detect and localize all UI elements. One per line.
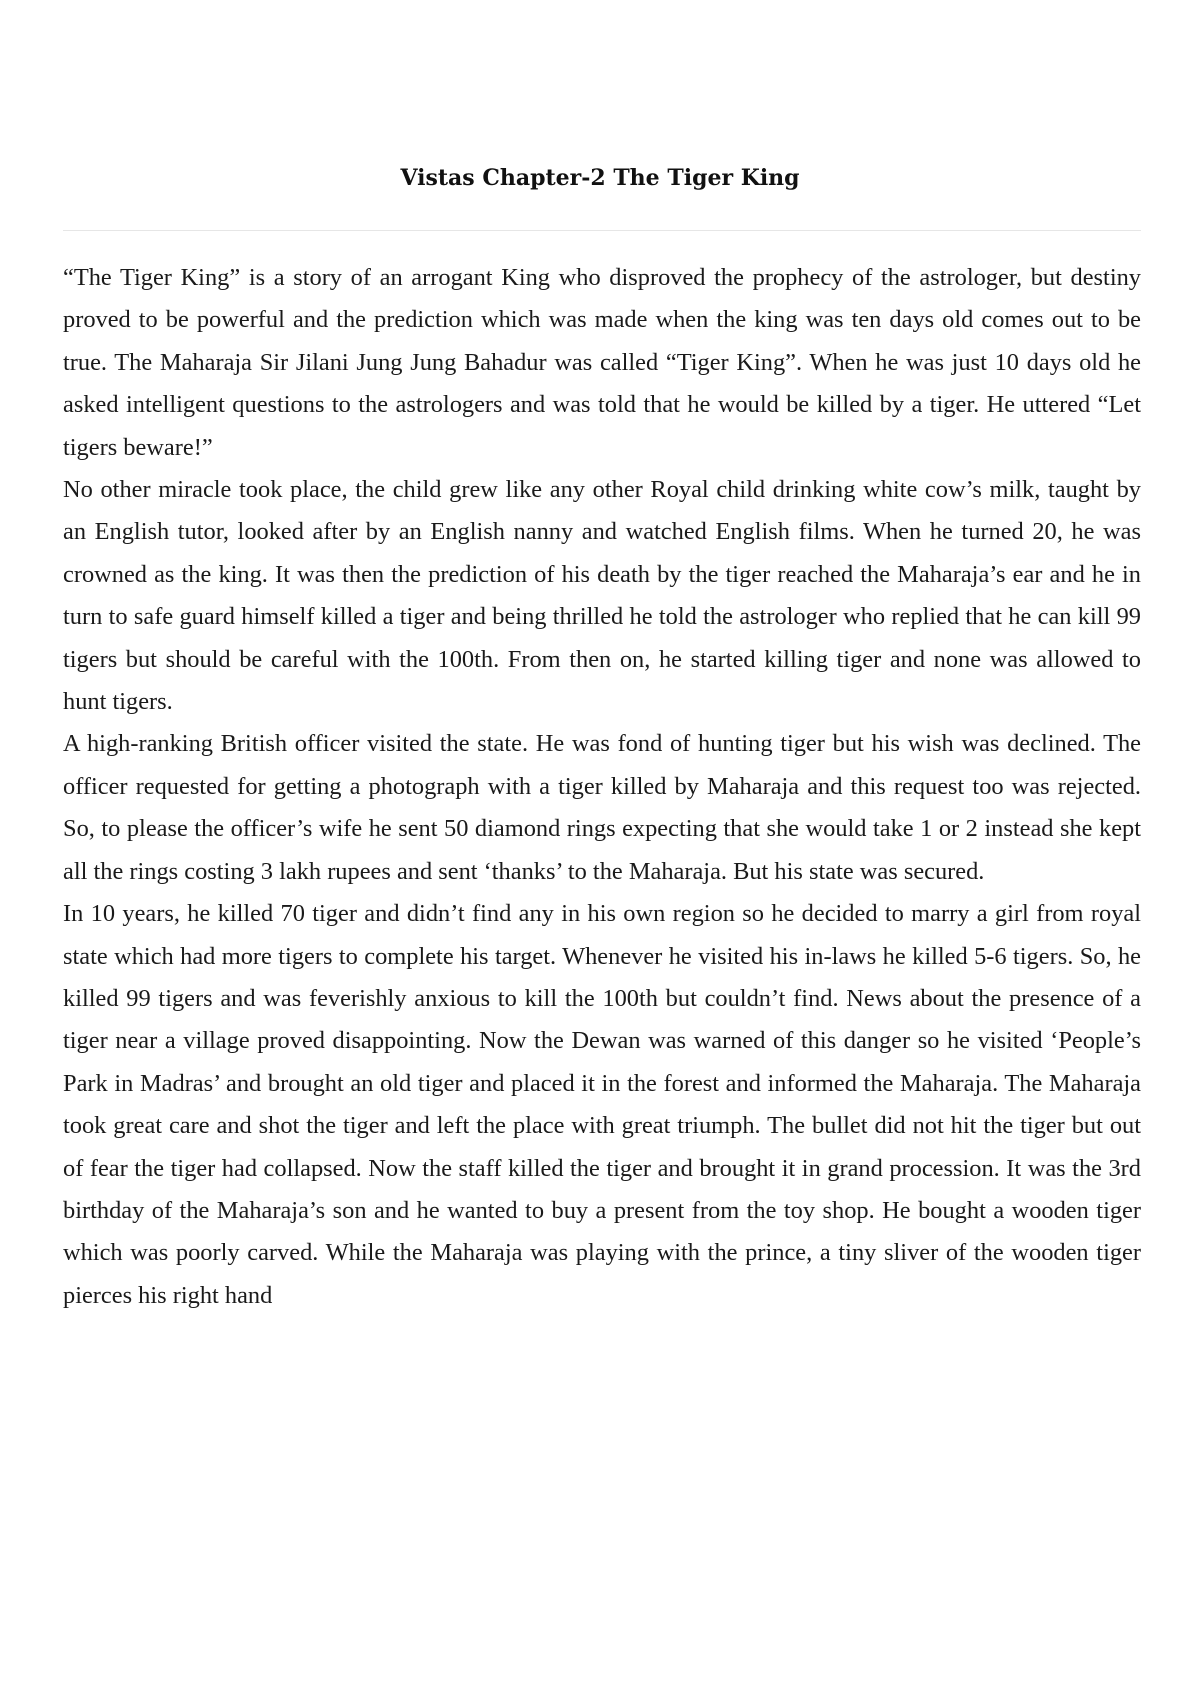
paragraph-1: “The Tiger King” is a story of an arrogant King who disproved the prophecy of the astrologer, but destiny proved to be powerful and the prediction which was made when the king was ten days old comes out to be true. The Maharaja Sir Jilani Jung Jung Bahadur was called “Tiger King”. When he was just 10 days old he asked intelligent questions to the astrologers and was told that he would be killed by a tiger. He uttered “Let tigers beware!” bbox=[63, 264, 1141, 461]
title-divider bbox=[63, 230, 1141, 231]
document-body bbox=[63, 257, 1141, 1317]
paragraph-2: No other miracle took place, the child grew like any other Royal child drinking white cow’s milk, taught by an English tutor, looked after by an English nanny and watched English films. When he turned 20, he was crowned as the king. It was then the prediction of his death by the tiger reached the Maharaja’s ear and he in turn to safe guard himself killed a tiger and being thrilled he told the astrologer who replied that he can kill 99 tigers but should be careful with the 100th. From then on, he started killing tiger and none was allowed to hunt tigers. bbox=[63, 476, 1141, 716]
paragraph-3: A high-ranking British officer visited the state. He was fond of hunting tiger but his wish was declined. The officer requested for getting a photograph with a tiger killed by Maharaja and this request too was rejected. So, to please the officer’s wife he sent 50 diamond rings expecting that she would take 1 or 2 instead she kept all the rings costing 3 lakh rupees and sent ‘thanks’ to the Maharaja. But his state was secured. bbox=[63, 730, 1141, 885]
paragraph-4: In 10 years, he killed 70 tiger and didn’t find any in his own region so he decided to marry a girl from royal state which had more tigers to complete his target. Whenever he visited his in-laws he killed 5-6 tigers. So, he killed 99 tigers and was feverishly anxious to kill the 100th but couldn’t find. News about the presence of a tiger near a village proved disappointing. Now the Dewan was warned of this danger so he visited ‘People’s Park in Madras’ and brought an old tiger and placed it in the forest and informed the Maharaja. The Maharaja took great care and shot the tiger and left the place with great triumph. The bullet did not hit the tiger but out of fear the tiger had collapsed. Now the staff killed the tiger and brought it in grand procession. It was the 3rd birthday of the Maharaja’s son and he wanted to buy a present from the toy shop. He bought a wooden tiger which was poorly carved. While the Maharaja was playing with the prince, a tiny sliver of the wooden tiger pierces his right hand bbox=[63, 900, 1141, 1309]
document-title: Vistas Chapter-2 The Tiger King bbox=[400, 165, 800, 191]
